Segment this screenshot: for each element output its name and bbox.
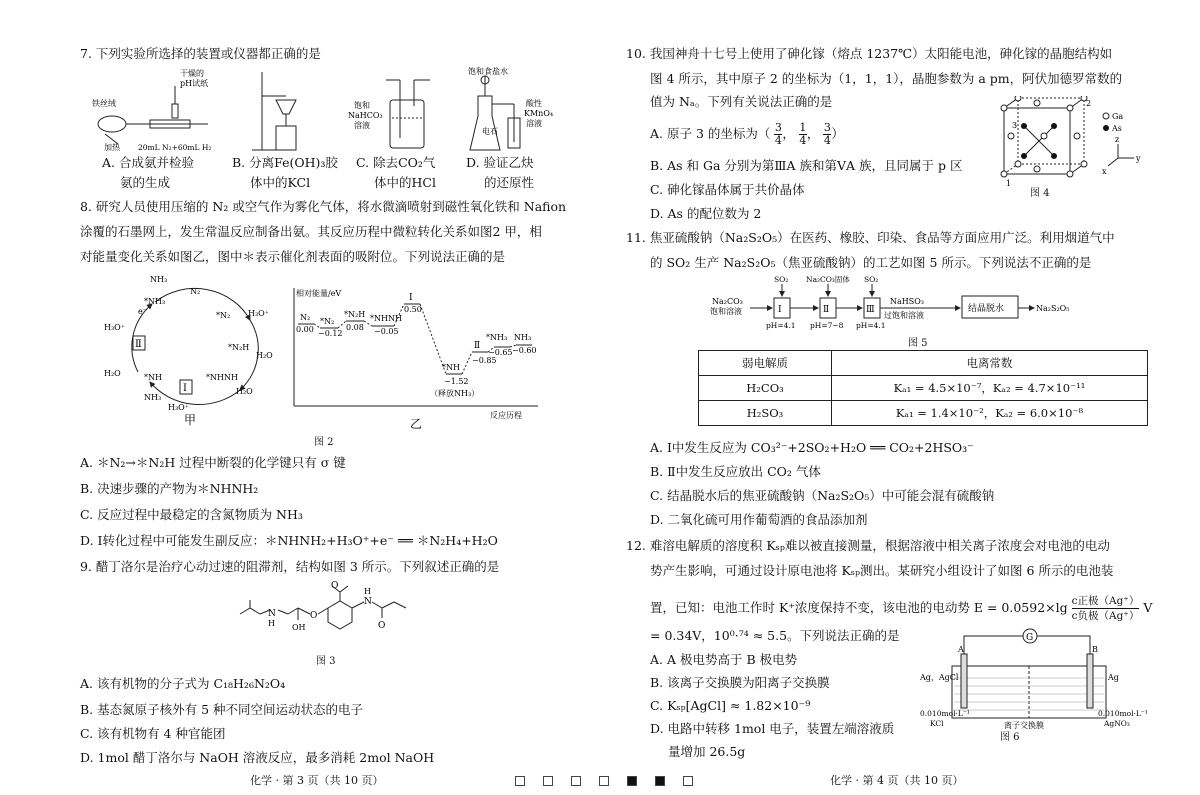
d-mid-label: 电石 <box>482 127 498 136</box>
q11-flow-chart <box>710 272 1110 336</box>
q8-figure-label: 图 2 <box>314 437 334 448</box>
apparatus-b <box>252 72 296 150</box>
footer-right: 化学 · 第 4 页（共 10 页） <box>830 774 964 787</box>
axis-z: z <box>1115 135 1120 144</box>
atom-o2: O <box>331 581 339 591</box>
apparatus-d <box>470 76 520 150</box>
q12-stem-1: 12. 难溶电解质的溶度积 Kₛₚ难以被直接测量，根据溶液中相关离子浓度会对电池的电动 <box>626 538 1110 553</box>
a-bottom-label: 加热 <box>104 143 120 152</box>
atom-n1: N <box>268 609 276 619</box>
table-row <box>699 376 1148 401</box>
q12-cell-diagram <box>920 626 1150 738</box>
energy-caption: 乙 <box>410 417 423 430</box>
flow-in1: Na₂CO₃ <box>712 297 743 306</box>
q8-option-d[interactable]: D. Ⅰ转化过程中可能发生副反应：＊NHNH₂+H₃O⁺+e⁻ ══ ＊N₂H₄+H₂O <box>80 533 498 548</box>
energy-v7: −0.60 <box>512 346 537 355</box>
flow-mid2: 过饱和溶液 <box>884 311 924 320</box>
q12-option-d-cont: 量增加 26.5g <box>668 744 746 759</box>
q11-stem-2: 的 SO₂ 生产 Na₂S₂O₅（焦亚硫酸钠）的工艺如图 5 所示。下列说法不正确的是 <box>650 255 1092 270</box>
cell-right-electrode: Ag <box>1108 673 1119 682</box>
atom-h2: H <box>364 587 371 596</box>
energy-s6: *NH₃ <box>486 333 508 342</box>
q9-stem: 9. 醋丁洛尔是治疗心动过速的阻滞剂，结构如图 3 所示。下列叙述正确的是 <box>80 559 500 574</box>
cycle-box-1: Ⅰ <box>183 383 187 394</box>
q7-option-a[interactable]: A. 合成氨并检验 氨的生成 <box>102 155 194 190</box>
table-cell: H₂CO₃ <box>699 376 832 401</box>
energy-ts2: Ⅱ <box>474 341 481 351</box>
cycle-nh3-bottom: NH₃ <box>144 393 162 402</box>
q8-stem-1: 8. 研究人员使用压缩的 N₂ 或空气作为雾化气体，将水微滴喷射到磁性氧化铁和 Nafion <box>80 199 567 214</box>
legend-ga: Ga <box>1112 112 1124 121</box>
cycle-n-n2: *N₂ <box>216 311 231 320</box>
axis-x: x <box>1102 167 1107 176</box>
atom-o3: O <box>378 621 386 631</box>
ionization-table <box>698 350 1148 426</box>
flow-box1: Ⅰ <box>778 305 782 315</box>
table-cell: Kₐ₁ = 4.5×10⁻⁷，Kₐ₂ = 4.7×10⁻¹¹ <box>832 376 1148 401</box>
q8-option-a[interactable]: A. ＊N₂→＊N₂H 过程中断裂的化学键只有 σ 键 <box>80 455 346 470</box>
atom-oh: OH <box>292 623 306 632</box>
q8-option-c[interactable]: C. 反应过程中最稳定的含氮物质为 NH₃ <box>80 507 303 522</box>
a-left-label: 铁丝绒 <box>92 99 116 108</box>
c-left-label3: 溶液 <box>354 121 370 130</box>
energy-vts1: 0.50 <box>404 305 422 314</box>
q7-option-b[interactable]: B. 分离Fe(OH)₃胶 体中的KCl <box>232 155 338 190</box>
table-header: 弱电解质 <box>699 351 832 376</box>
flow-ph2: pH=7~8 <box>810 321 844 330</box>
energy-s3: *NHNH <box>370 314 402 323</box>
q11-option-c[interactable]: C. 结晶脱水后的焦亚硫酸钠（Na₂S₂O₅）中可能会混有硫酸钠 <box>650 488 995 503</box>
energy-v1: −0.12 <box>318 329 343 338</box>
energy-s4: *NH <box>442 363 460 372</box>
flow-ph1: pH=4.1 <box>766 321 796 330</box>
q8-stem-3: 对能量变化关系如图乙，图中＊表示催化剂表面的吸附位。下列说法正确的是 <box>80 249 506 264</box>
q12-option-b[interactable]: B. 该离子交换膜为阳离子交换膜 <box>650 675 830 690</box>
q9-structure <box>230 580 450 654</box>
q9-figure-label: 图 3 <box>316 656 336 667</box>
q12-option-d[interactable]: D. 电路中转移 1mol 电子，装置左端溶液质 <box>650 721 895 736</box>
cycle-n-nh3: *NH₃ <box>144 297 166 306</box>
a-top-label2: pH试纸 <box>180 79 209 88</box>
flow-box2: Ⅱ <box>823 305 830 315</box>
q8-option-b[interactable]: B. 决速步骤的产物为＊NHNH₂ <box>80 481 259 496</box>
q8-energy-diagram <box>290 284 540 430</box>
crystal-atom-2: 2 <box>1086 99 1092 108</box>
cycle-box-2: Ⅱ <box>135 339 142 350</box>
q7-option-c[interactable]: C. 除去CO₂气 体中的HCl <box>356 155 436 190</box>
apparatus-a <box>98 86 208 144</box>
q11-option-b[interactable]: B. Ⅱ中发生反应放出 CO₂ 气体 <box>650 464 821 479</box>
cycle-h2o-1: H₂O <box>256 351 273 360</box>
flow-in2: 饱和溶液 <box>710 307 742 316</box>
cycle-n2: N₂ <box>190 287 201 296</box>
cell-left-electrode: Ag，AgCl <box>920 673 959 682</box>
axis-y: y <box>1136 154 1141 163</box>
cycle-nh3-top: NH₃ <box>150 275 168 284</box>
cycle-h3o-1: H₃O⁺ <box>248 309 269 318</box>
cycle-h2o-3: H₂O <box>104 369 121 378</box>
d-right-label2: KMnO₄ <box>524 109 554 118</box>
energy-note: （释放NH₃） <box>430 389 480 398</box>
apparatus-c <box>386 80 430 148</box>
cell-membrane-label: 离子交换膜 <box>1004 721 1044 730</box>
flow-box3: Ⅲ <box>866 305 875 315</box>
energy-v0: 0.00 <box>296 325 314 334</box>
crystal-atom-3: 3 <box>1012 121 1018 130</box>
q10-stem-3: 值为 Nₐ。下列有关说法正确的是 <box>650 94 833 109</box>
cell-left-solution-1: 0.010mol·L⁻¹ <box>920 709 970 718</box>
q9-option-c[interactable]: C. 该有机物有 4 种官能团 <box>80 726 226 741</box>
flow-output: Na₂S₂O₅ <box>1036 304 1070 313</box>
table-header-row <box>699 351 1148 376</box>
q10-figure-label: 图 4 <box>1030 188 1050 199</box>
cycle-n-nh: *NH <box>144 373 162 382</box>
q10-option-b[interactable]: B. As 和 Ga 分别为第ⅢA 族和第ⅤA 族，且同属于 p 区 <box>650 158 963 173</box>
energy-s0: N₂ <box>300 313 311 322</box>
q11-option-a[interactable]: A. Ⅰ中发生反应为 CO₃²⁻+2SO₂+H₂O ══ CO₂+2HSO₃⁻ <box>650 440 974 455</box>
table-header: 电离常数 <box>832 351 1148 376</box>
a-bottom-label2: 20mL N₂+60mL H₂ <box>138 143 212 152</box>
energy-s1: *N₂ <box>320 317 335 326</box>
energy-s2: *N₂H <box>344 310 366 319</box>
q9-option-b[interactable]: B. 基态氮原子核外有 5 种不同空间运动状态的电子 <box>80 702 364 717</box>
q11-stem-1: 11. 焦亚硫酸钠（Na₂S₂O₅）在医药、橡胶、印染、食品等方面应用广泛。利用烟道气中 <box>626 230 1115 245</box>
cycle-n-nhnh: *NHNH <box>206 373 238 382</box>
a-top-label: 干燥的 <box>180 69 204 78</box>
table-cell: H₂SO₃ <box>699 401 832 426</box>
q12-option-c[interactable]: C. Kₛₚ[AgCl] ≈ 1.82×10⁻⁹ <box>650 698 811 713</box>
atom-o1: O <box>310 611 318 621</box>
flow-crystallize: 结晶脱水 <box>968 304 1005 314</box>
d-right-label1: 酸性 <box>526 99 542 108</box>
energy-v4: −1.52 <box>444 377 469 386</box>
q11-figure-label: 图 5 <box>908 338 928 349</box>
energy-s7: NH₃ <box>514 333 532 342</box>
flow-mid1: NaHSO₃ <box>890 297 924 306</box>
cell-right-solution-1: 0.010mol·L⁻¹ <box>1098 709 1148 718</box>
cycle-h2o-2: H₂O <box>236 387 253 396</box>
q11-option-d[interactable]: D. 二氧化硫可用作葡萄酒的食品添加剂 <box>650 512 868 527</box>
energy-v2: 0.08 <box>346 323 364 332</box>
d-right-label3: 溶液 <box>526 119 542 128</box>
q12-stem-2: 势产生影响，可通过设计原电池将 Kₛₚ测出。某研究小组设计了如图 6 所示的电池装 <box>650 563 1114 578</box>
q10-stem-2: 图 4 所示，其中原子 2 的坐标为（1，1，1），晶胞参数为 a pm，阿伏加德罗常数的 <box>650 71 1123 86</box>
energy-v5: −0.85 <box>472 356 497 365</box>
q10-option-d[interactable]: D. As 的配位数为 2 <box>650 206 762 221</box>
cell-label-b: B <box>1092 645 1098 654</box>
atom-h1: H <box>268 619 275 628</box>
flow-so2-a: SO₂ <box>774 275 789 284</box>
cell-label-a: A <box>958 645 964 654</box>
cell-left-solution-2: KCl <box>930 719 944 728</box>
q10-crystal-cell <box>994 96 1164 196</box>
table-row <box>699 401 1148 426</box>
q7-stem: 7. 下列实验所选择的装置或仪器都正确的是 <box>80 46 321 61</box>
q12-stem-3: 置，已知：电池工作时 K⁺浓度保持不变，该电池的电动势 E = 0.0592×lg c正极（Ag⁺） c负极（Ag⁺） V <box>650 595 1153 622</box>
page-square <box>543 776 553 786</box>
q8-cycle-diagram <box>100 272 280 430</box>
legend-as: As <box>1112 124 1122 133</box>
cycle-caption: 甲 <box>184 413 197 427</box>
q9-option-a[interactable]: A. 该有机物的分子式为 C₁₈H₂₆N₂O₄ <box>80 676 286 691</box>
q12-figure-label: 图 6 <box>1000 732 1020 743</box>
energy-v3: −0.05 <box>374 327 399 336</box>
page-square <box>515 776 525 786</box>
q10-option-a[interactable]: A. 原子 3 的坐标为（ $\frac{3}{4}$， $\frac{1}{4}$， $\frac{3}{4}$） <box>650 121 844 147</box>
right-page <box>600 0 1200 795</box>
cycle-n-n2h: *N₂H <box>228 343 250 352</box>
q12-option-a[interactable]: A. A 极电势高于 B 极电势 <box>650 652 798 667</box>
q7-option-d[interactable]: D. 验证乙炔 的还原性 <box>466 155 535 190</box>
flow-ph3: pH=4.1 <box>856 321 886 330</box>
cycle-e: e⁻ <box>138 307 147 316</box>
d-top-label: 饱和食盐水 <box>468 67 508 76</box>
q7-apparatus <box>90 66 560 156</box>
energy-v6: −0.65 <box>488 348 513 357</box>
cell-galvanometer: G <box>1026 633 1034 643</box>
energy-ylabel: 相对能量/eV <box>296 289 342 298</box>
cycle-h3o-3: H₃O⁺ <box>168 403 189 412</box>
cycle-h3o-2: H₃O⁺ <box>104 323 125 332</box>
footer-left: 化学 · 第 3 页（共 10 页） <box>250 774 384 787</box>
flow-na2co3-solid: Na₂CO₃固体 <box>806 275 850 284</box>
q8-stem-2: 涂覆的石墨网上，发生常温反应制备出氨。其反应历程中微粒转化关系如图2 甲，相 <box>80 224 542 239</box>
c-left-label1: 饱和 <box>354 101 370 110</box>
q10-stem-1: 10. 我国神舟十七号上使用了砷化镓（熔点 1237℃）太阳能电池，砷化镓的晶胞结构如 <box>626 46 1113 61</box>
energy-xlabel: 反应历程 <box>490 411 522 420</box>
q9-option-d[interactable]: D. 1mol 醋丁洛尔与 NaOH 溶液反应，最多消耗 2mol NaOH <box>80 750 435 765</box>
crystal-atom-1: 1 <box>1006 179 1012 188</box>
energy-ts1: Ⅰ <box>409 293 413 303</box>
table-cell: Kₐ₁ = 1.4×10⁻²，Kₐ₂ = 6.0×10⁻⁸ <box>832 401 1148 426</box>
q10-option-c[interactable]: C. 砷化镓晶体属于共价晶体 <box>650 182 805 197</box>
page-square <box>571 776 581 786</box>
c-left-label2: NaHCO₃ <box>348 111 383 120</box>
flow-so2-b: SO₂ <box>864 275 879 284</box>
q12-stem-4: = 0.34V，10⁰·⁷⁴ ≈ 5.5。下列说法正确的是 <box>650 628 900 643</box>
cell-right-solution-2: AgNO₃ <box>1104 719 1130 728</box>
atom-n2: N <box>364 597 372 607</box>
